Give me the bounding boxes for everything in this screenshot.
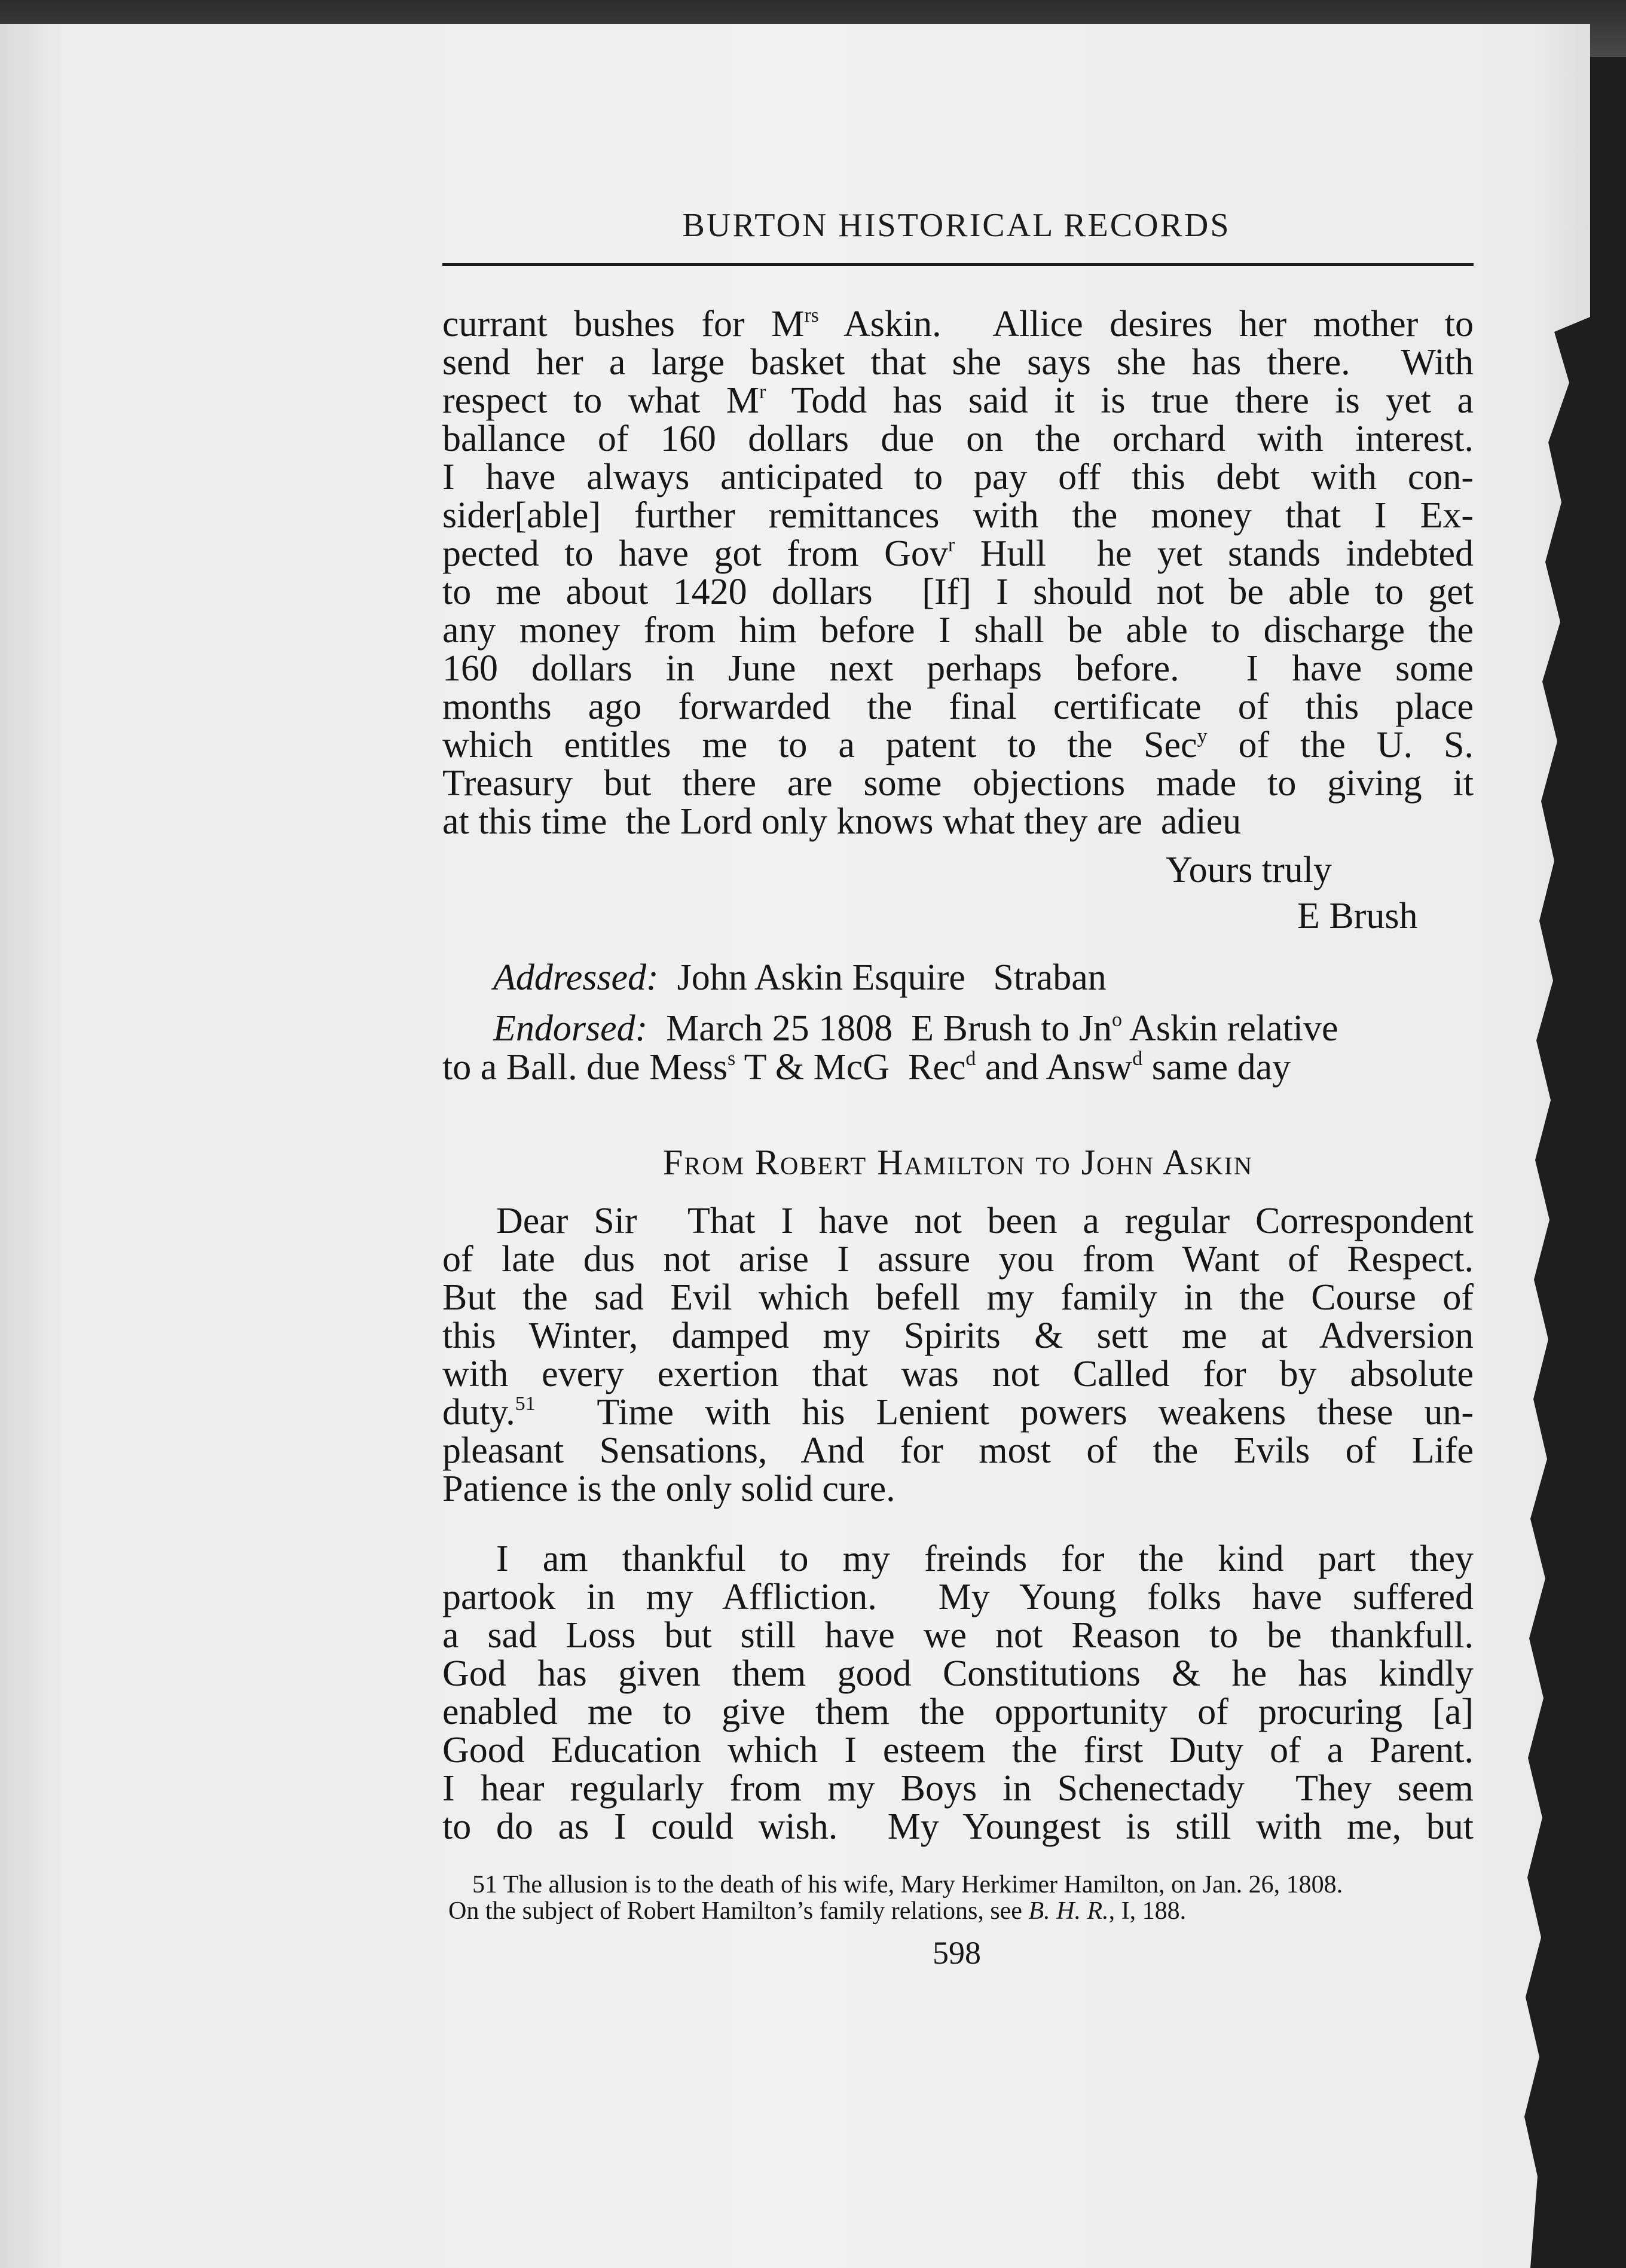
text-line: this Winter, damped my Spirits & sett me at Adversion [442, 1315, 1474, 1356]
text-line: any money from him before I shall be able to discharge the [442, 610, 1474, 651]
text-line: I hear regularly from my Boys in Schenectady They seem [442, 1768, 1474, 1809]
text-line: Dear Sir That I have not been a regular Correspondent [496, 1201, 1474, 1241]
text-line: months ago forwarded the final certificate of this place [442, 686, 1474, 727]
text-line: of late dus not arise I assure you from Want of Respect. [442, 1239, 1474, 1280]
text-line: with every exertion that was not Called for by absolute [442, 1354, 1474, 1394]
endorsed-label: Endorsed: [493, 1008, 648, 1049]
text-line: at this time the Lord only knows what they are adieu [442, 801, 1242, 842]
text-line: partook in my Affliction. My Young folks have suffered [442, 1577, 1474, 1617]
running-header: BURTON HISTORICAL RECORDS [682, 207, 1231, 244]
text-line: respect to what $M^r$ Todd has said it is true there is yet a [442, 380, 1474, 421]
text-line: Patience is the only solid cure. [442, 1469, 895, 1509]
footnote-line: On the subject of Robert Hamilton’s family relations, see B. H. R., I, 188. [448, 1897, 1187, 1925]
addressed-label: Addressed: [493, 957, 659, 998]
text-line: to do as I could wish. My Youngest is still with me, but [442, 1806, 1474, 1847]
text-line: a sad Loss but still have we not Reason to be thankfull. [442, 1615, 1474, 1656]
addressed-line [493, 957, 1107, 999]
letter2-paragraph-2 [442, 1540, 1474, 1846]
text-line: sider[able] further remittances with the money that I Ex- [442, 495, 1474, 536]
text-line: currant bushes for $M^{rs}$ Askin. Allice desires her mother to [442, 304, 1474, 344]
header-rule [442, 263, 1474, 266]
footnote [448, 1871, 1477, 1925]
text-line: pleasant Sensations, And for most of the Evils of Life [442, 1430, 1474, 1471]
text-line: pected to have got from Gov$^r$ Hull he yet stands indebted [442, 533, 1474, 574]
letter1-body [442, 305, 1474, 841]
closing: Yours truly [1166, 850, 1332, 890]
text-line: I am thankful to my freinds for the kind part they [496, 1539, 1474, 1579]
text-line: 160 dollars in June next perhaps before. I have some [442, 648, 1474, 689]
text-line: send her a large basket that she says she has there. With [442, 342, 1474, 383]
text-line: which entitles me to a patent to the Sec$^y$ of the U. S. [442, 725, 1474, 765]
letter2-paragraph-1 [442, 1202, 1474, 1508]
text-line: God has given them good Constitutions & he has kindly [442, 1653, 1474, 1694]
text-line: Treasury but there are some objections made to giving it [442, 763, 1474, 804]
page-number: 598 [933, 1935, 981, 1971]
signature: E Brush [1297, 896, 1418, 936]
section-title: From Robert Hamilton to John Askin [662, 1143, 1254, 1182]
footnote-line: 51 The allusion is to the death of his wife, Mary Herkimer Hamilton, on Jan. 26, 1808. [472, 1871, 1343, 1898]
endorsed-text: March 25 1808 E Brush to Jn$^o$ Askin relative [647, 1008, 1338, 1049]
text-line: ballance of 160 dollars due on the orchard with interest. [442, 419, 1474, 459]
endorsed-line [493, 1008, 1474, 1050]
text-line: enabled me to give them the opportunity of procuring [a] [442, 1692, 1474, 1732]
endorsed-line-2: to a Ball. due Mess$^s$ T & McG Rec$^d$ and Answ$^d$ same day [442, 1047, 1291, 1088]
text-line: to me about 1420 dollars [If] I should not be able to get [442, 572, 1474, 612]
text-line: I have always anticipated to pay off this debt with con- [442, 457, 1474, 497]
text-line: duty.$^{51}$ Time with his Lenient powers weakens these un- [442, 1392, 1474, 1433]
text-line: But the sad Evil which befell my family in the Course of [442, 1277, 1474, 1318]
text-line: Good Education which I esteem the first Duty of a Parent. [442, 1730, 1474, 1771]
addressed-text: John Askin Esquire Straban [658, 957, 1107, 998]
